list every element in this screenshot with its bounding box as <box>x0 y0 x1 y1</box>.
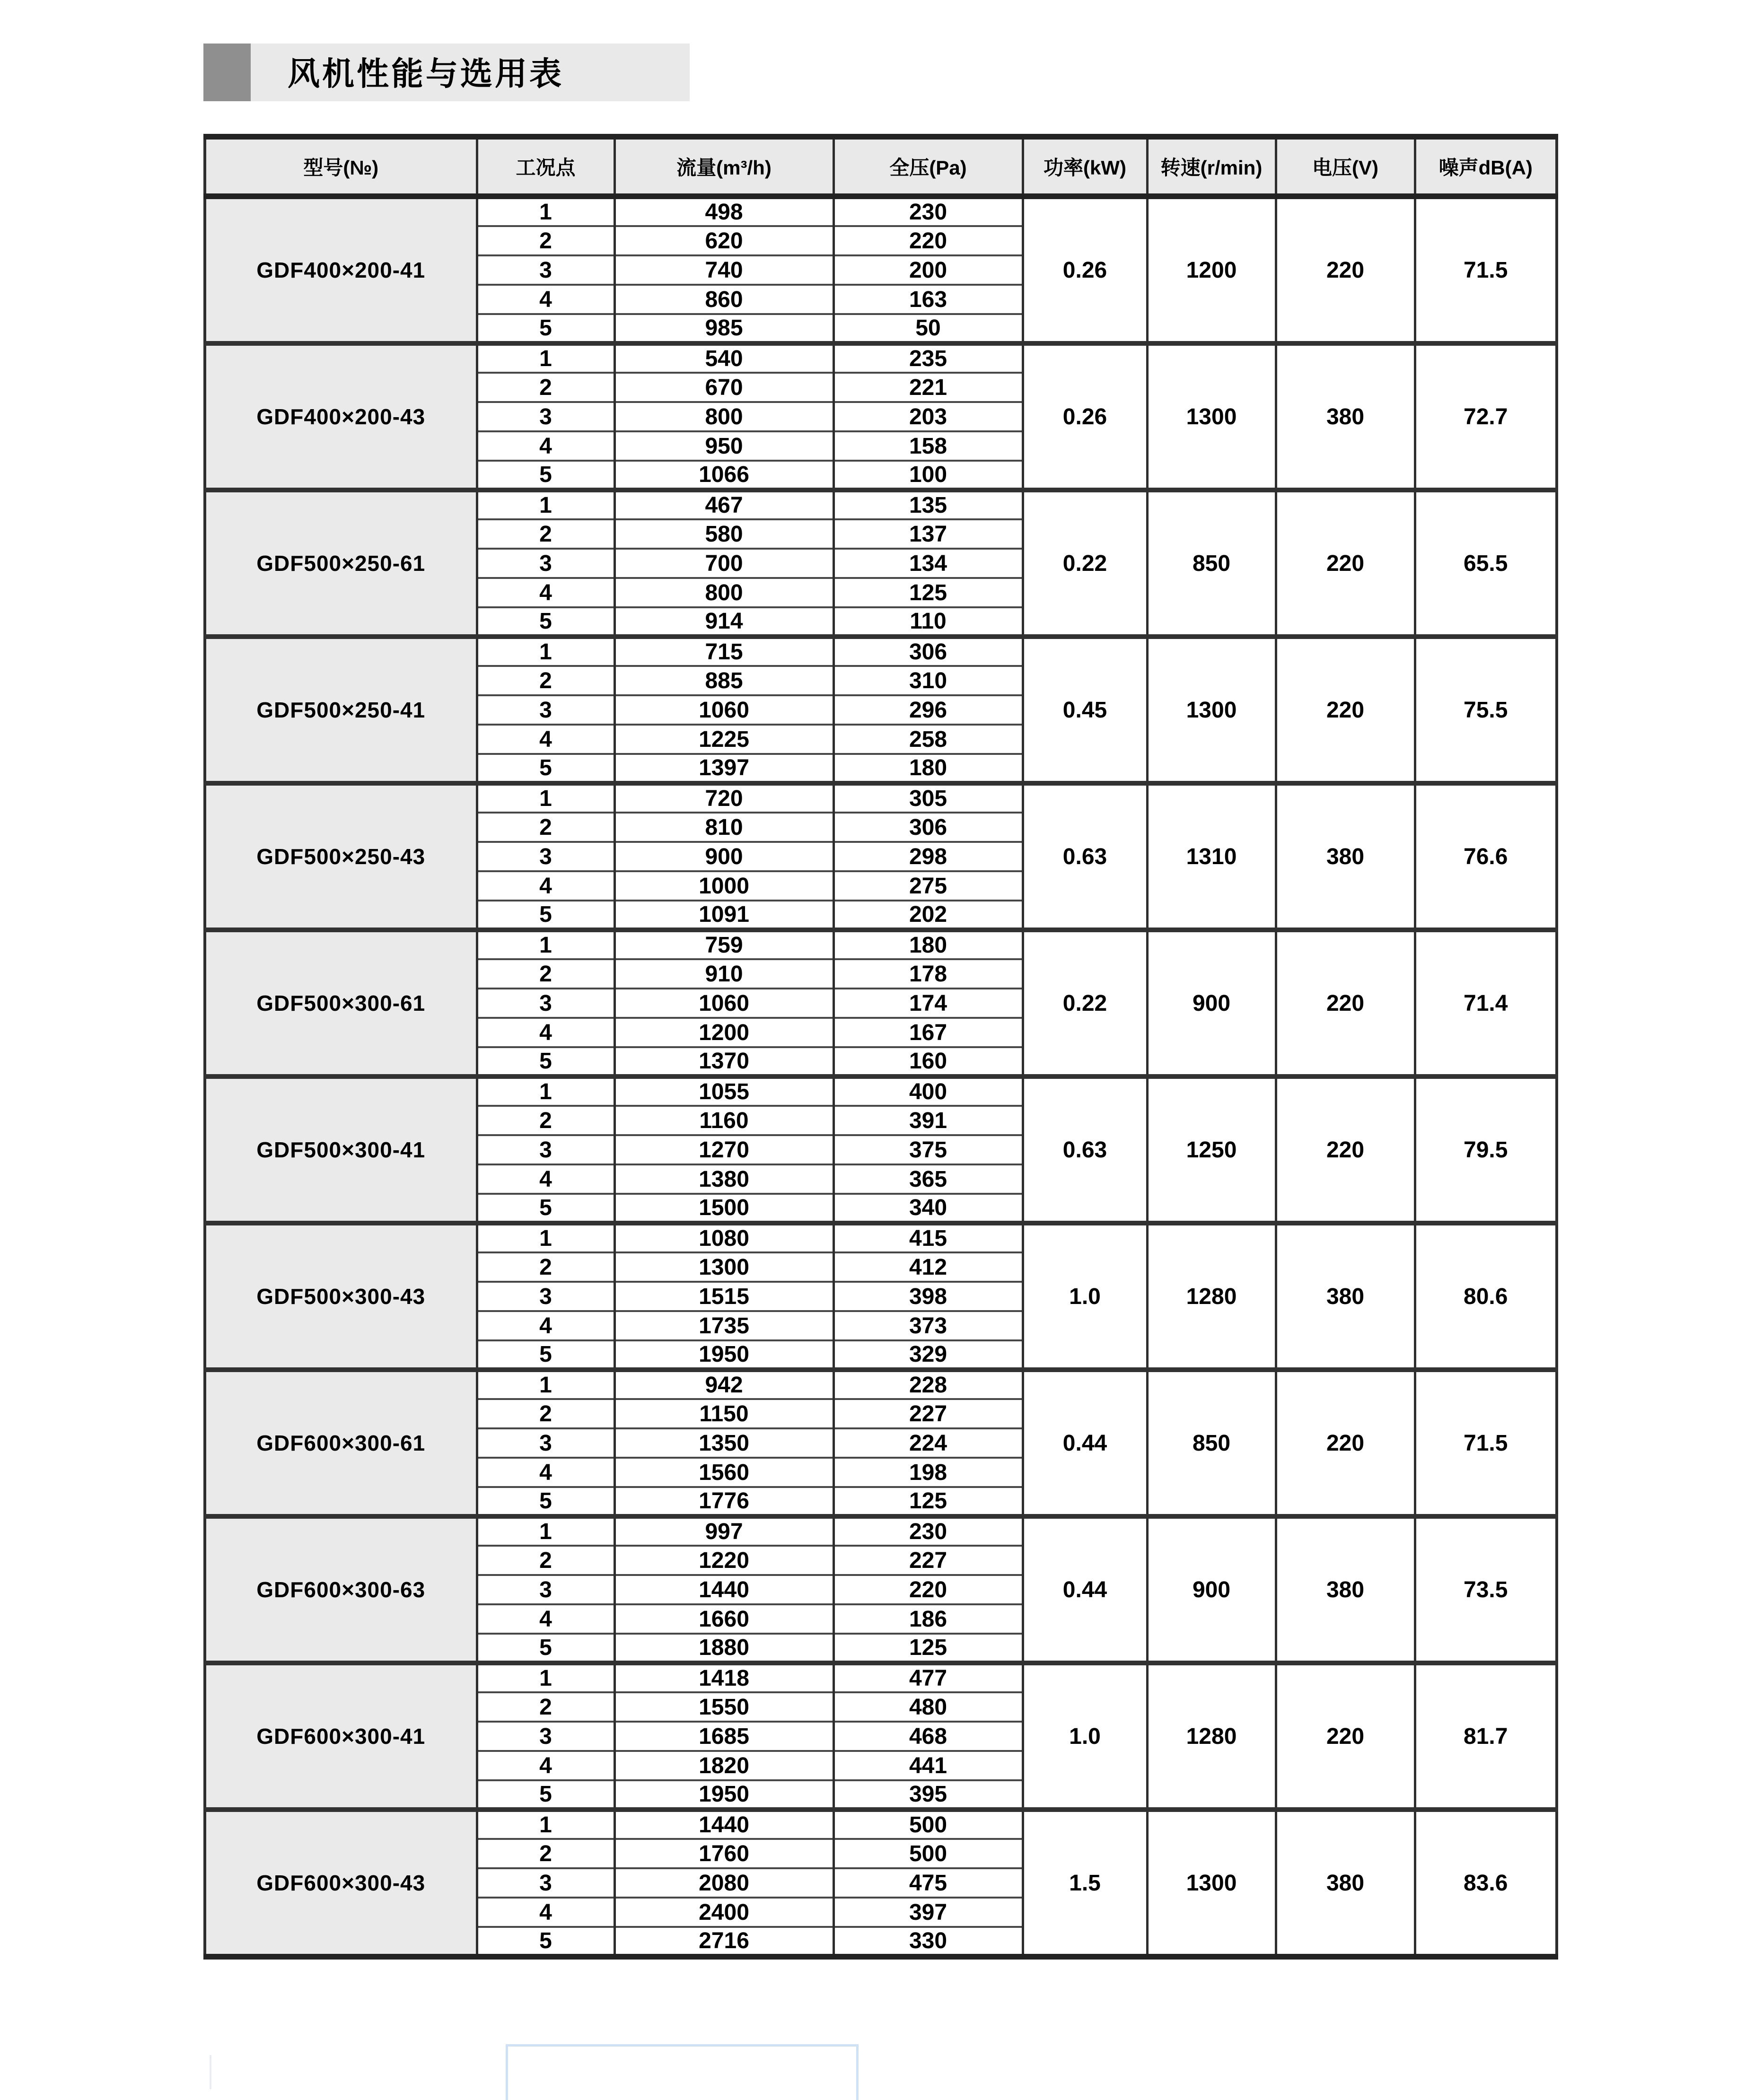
cell-pressure: 415 <box>833 1223 1023 1252</box>
cell-flow: 997 <box>614 1516 833 1546</box>
cell-flow: 1950 <box>614 1780 833 1810</box>
cell-pressure: 310 <box>833 666 1023 695</box>
cell-noise: 71.4 <box>1415 930 1557 1076</box>
cell-speed: 1280 <box>1147 1663 1276 1810</box>
cell-operating-point: 5 <box>477 1194 614 1223</box>
cell-operating-point: 3 <box>477 1428 614 1458</box>
cell-pressure: 395 <box>833 1780 1023 1810</box>
cell-operating-point: 3 <box>477 402 614 431</box>
cell-operating-point: 4 <box>477 578 614 607</box>
footer-decoration-box <box>506 2044 859 2100</box>
cell-flow: 1820 <box>614 1751 833 1780</box>
cell-power: 1.5 <box>1023 1810 1147 1957</box>
cell-pressure: 180 <box>833 930 1023 959</box>
cell-flow: 1418 <box>614 1663 833 1692</box>
cell-flow: 1380 <box>614 1164 833 1194</box>
cell-voltage: 220 <box>1276 1663 1415 1810</box>
cell-pressure: 412 <box>833 1252 1023 1282</box>
cell-flow: 700 <box>614 549 833 578</box>
cell-flow: 1880 <box>614 1634 833 1663</box>
cell-flow: 800 <box>614 578 833 607</box>
cell-flow: 1060 <box>614 695 833 725</box>
cell-power: 0.63 <box>1023 1076 1147 1223</box>
cell-flow: 1776 <box>614 1487 833 1516</box>
cell-pressure: 398 <box>833 1282 1023 1311</box>
cell-flow: 810 <box>614 813 833 842</box>
cell-operating-point: 2 <box>477 1106 614 1135</box>
cell-flow: 1200 <box>614 1018 833 1047</box>
cell-operating-point: 2 <box>477 1692 614 1722</box>
cell-pressure: 227 <box>833 1399 1023 1428</box>
cell-operating-point: 4 <box>477 871 614 901</box>
cell-pressure: 100 <box>833 461 1023 490</box>
cell-pressure: 306 <box>833 813 1023 842</box>
table-row <box>205 1810 1557 1839</box>
cell-model: GDF600×300-41 <box>205 1663 477 1810</box>
cell-flow: 1300 <box>614 1252 833 1282</box>
cell-flow: 1160 <box>614 1106 833 1135</box>
cell-operating-point: 4 <box>477 1604 614 1634</box>
cell-noise: 79.5 <box>1415 1076 1557 1223</box>
cell-operating-point: 3 <box>477 255 614 285</box>
cell-flow: 715 <box>614 637 833 666</box>
cell-power: 0.63 <box>1023 783 1147 930</box>
cell-operating-point: 3 <box>477 1282 614 1311</box>
cell-flow: 1735 <box>614 1311 833 1340</box>
table-row <box>205 637 1557 666</box>
cell-pressure: 198 <box>833 1458 1023 1487</box>
cell-pressure: 125 <box>833 1487 1023 1516</box>
cell-pressure: 477 <box>833 1663 1023 1692</box>
cell-voltage: 220 <box>1276 196 1415 343</box>
cell-flow: 1080 <box>614 1223 833 1252</box>
cell-pressure: 230 <box>833 1516 1023 1546</box>
cell-pressure: 167 <box>833 1018 1023 1047</box>
cell-flow: 1000 <box>614 871 833 901</box>
cell-pressure: 375 <box>833 1135 1023 1164</box>
cell-flow: 498 <box>614 196 833 226</box>
cell-power: 0.44 <box>1023 1370 1147 1516</box>
cell-speed: 850 <box>1147 490 1276 637</box>
cell-power: 1.0 <box>1023 1223 1147 1370</box>
cell-operating-point: 5 <box>477 314 614 343</box>
cell-speed: 1250 <box>1147 1076 1276 1223</box>
cell-pressure: 220 <box>833 226 1023 255</box>
cell-operating-point: 2 <box>477 1546 614 1575</box>
cell-operating-point: 5 <box>477 461 614 490</box>
cell-pressure: 203 <box>833 402 1023 431</box>
cell-operating-point: 2 <box>477 959 614 989</box>
cell-pressure: 186 <box>833 1604 1023 1634</box>
cell-flow: 1560 <box>614 1458 833 1487</box>
cell-speed: 850 <box>1147 1370 1276 1516</box>
cell-flow: 2716 <box>614 1927 833 1957</box>
cell-pressure: 228 <box>833 1370 1023 1399</box>
cell-model: GDF500×250-41 <box>205 637 477 783</box>
cell-operating-point: 5 <box>477 1047 614 1076</box>
cell-flow: 2080 <box>614 1868 833 1898</box>
cell-operating-point: 1 <box>477 1370 614 1399</box>
cell-pressure: 174 <box>833 989 1023 1018</box>
col-header-operating-point: 工况点 <box>477 137 614 196</box>
cell-flow: 1397 <box>614 754 833 783</box>
cell-pressure: 110 <box>833 607 1023 637</box>
cell-flow: 900 <box>614 842 833 871</box>
cell-pressure: 160 <box>833 1047 1023 1076</box>
cell-model: GDF600×300-63 <box>205 1516 477 1663</box>
cell-flow: 1440 <box>614 1575 833 1604</box>
cell-pressure: 275 <box>833 871 1023 901</box>
cell-pressure: 134 <box>833 549 1023 578</box>
cell-pressure: 50 <box>833 314 1023 343</box>
cell-pressure: 180 <box>833 754 1023 783</box>
cell-pressure: 227 <box>833 1546 1023 1575</box>
cell-flow: 759 <box>614 930 833 959</box>
cell-noise: 73.5 <box>1415 1516 1557 1663</box>
cell-operating-point: 4 <box>477 1311 614 1340</box>
cell-operating-point: 2 <box>477 1399 614 1428</box>
col-header-flow: 流量(m³/h) <box>614 137 833 196</box>
cell-model: GDF500×300-43 <box>205 1223 477 1370</box>
col-header-pressure: 全压(Pa) <box>833 137 1023 196</box>
cell-pressure: 400 <box>833 1076 1023 1106</box>
cell-pressure: 125 <box>833 578 1023 607</box>
cell-flow: 860 <box>614 285 833 314</box>
cell-noise: 71.5 <box>1415 196 1557 343</box>
table-row <box>205 783 1557 813</box>
cell-operating-point: 3 <box>477 842 614 871</box>
cell-pressure: 391 <box>833 1106 1023 1135</box>
cell-speed: 1300 <box>1147 1810 1276 1957</box>
cell-operating-point: 5 <box>477 1634 614 1663</box>
cell-power: 0.45 <box>1023 637 1147 783</box>
cell-model: GDF500×250-61 <box>205 490 477 637</box>
cell-flow: 1091 <box>614 901 833 930</box>
cell-noise: 71.5 <box>1415 1370 1557 1516</box>
cell-flow: 670 <box>614 373 833 402</box>
section-title-bar <box>203 44 690 101</box>
cell-operating-point: 3 <box>477 1135 614 1164</box>
cell-pressure: 258 <box>833 725 1023 754</box>
col-header-voltage: 电压(V) <box>1276 137 1415 196</box>
cell-pressure: 178 <box>833 959 1023 989</box>
cell-flow: 942 <box>614 1370 833 1399</box>
cell-model: GDF600×300-61 <box>205 1370 477 1516</box>
cell-operating-point: 4 <box>477 1898 614 1927</box>
cell-operating-point: 3 <box>477 1722 614 1751</box>
cell-voltage: 380 <box>1276 1223 1415 1370</box>
cell-flow: 1270 <box>614 1135 833 1164</box>
cell-flow: 740 <box>614 255 833 285</box>
cell-pressure: 137 <box>833 519 1023 549</box>
cell-flow: 1055 <box>614 1076 833 1106</box>
table-row <box>205 930 1557 959</box>
cell-flow: 720 <box>614 783 833 813</box>
cell-model: GDF500×300-61 <box>205 930 477 1076</box>
cell-operating-point: 1 <box>477 343 614 373</box>
cell-flow: 985 <box>614 314 833 343</box>
cell-pressure: 296 <box>833 695 1023 725</box>
cell-flow: 1550 <box>614 1692 833 1722</box>
cell-flow: 1440 <box>614 1810 833 1839</box>
cell-operating-point: 1 <box>477 490 614 519</box>
cell-flow: 885 <box>614 666 833 695</box>
cell-flow: 1060 <box>614 989 833 1018</box>
table-header-row <box>205 137 1557 196</box>
cell-flow: 1660 <box>614 1604 833 1634</box>
cell-pressure: 475 <box>833 1868 1023 1898</box>
cell-pressure: 235 <box>833 343 1023 373</box>
cell-pressure: 500 <box>833 1839 1023 1868</box>
cell-pressure: 305 <box>833 783 1023 813</box>
cell-operating-point: 3 <box>477 695 614 725</box>
cell-operating-point: 4 <box>477 1751 614 1780</box>
cell-voltage: 220 <box>1276 490 1415 637</box>
table-row <box>205 1076 1557 1106</box>
cell-flow: 1220 <box>614 1546 833 1575</box>
cell-operating-point: 2 <box>477 666 614 695</box>
cell-pressure: 329 <box>833 1340 1023 1370</box>
cell-model: GDF600×300-43 <box>205 1810 477 1957</box>
cell-speed: 1300 <box>1147 637 1276 783</box>
cell-operating-point: 1 <box>477 783 614 813</box>
cell-pressure: 200 <box>833 255 1023 285</box>
cell-voltage: 380 <box>1276 343 1415 490</box>
cell-pressure: 230 <box>833 196 1023 226</box>
cell-operating-point: 3 <box>477 549 614 578</box>
cell-pressure: 500 <box>833 1810 1023 1839</box>
cell-power: 0.26 <box>1023 343 1147 490</box>
cell-flow: 1760 <box>614 1839 833 1868</box>
cell-model: GDF500×300-41 <box>205 1076 477 1223</box>
cell-operating-point: 2 <box>477 226 614 255</box>
cell-pressure: 221 <box>833 373 1023 402</box>
cell-operating-point: 5 <box>477 607 614 637</box>
cell-flow: 800 <box>614 402 833 431</box>
footer-decoration-tick <box>210 2055 211 2089</box>
cell-operating-point: 1 <box>477 1076 614 1106</box>
fan-performance-table <box>203 134 1558 1960</box>
cell-pressure: 163 <box>833 285 1023 314</box>
page-title: 风机性能与选用表 <box>288 56 564 92</box>
col-header-noise: 噪声dB(A) <box>1415 137 1557 196</box>
cell-pressure: 330 <box>833 1927 1023 1957</box>
cell-operating-point: 1 <box>477 637 614 666</box>
cell-power: 0.44 <box>1023 1516 1147 1663</box>
cell-speed: 1200 <box>1147 196 1276 343</box>
cell-voltage: 220 <box>1276 1370 1415 1516</box>
cell-operating-point: 5 <box>477 1340 614 1370</box>
cell-operating-point: 5 <box>477 1927 614 1957</box>
cell-voltage: 220 <box>1276 637 1415 783</box>
cell-power: 1.0 <box>1023 1663 1147 1810</box>
cell-voltage: 380 <box>1276 1516 1415 1663</box>
table-row <box>205 1663 1557 1692</box>
table-row <box>205 1223 1557 1252</box>
cell-flow: 467 <box>614 490 833 519</box>
cell-pressure: 468 <box>833 1722 1023 1751</box>
cell-speed: 1280 <box>1147 1223 1276 1370</box>
cell-model: GDF400×200-43 <box>205 343 477 490</box>
cell-noise: 72.7 <box>1415 343 1557 490</box>
cell-flow: 1685 <box>614 1722 833 1751</box>
cell-noise: 75.5 <box>1415 637 1557 783</box>
cell-pressure: 125 <box>833 1634 1023 1663</box>
cell-speed: 1310 <box>1147 783 1276 930</box>
cell-operating-point: 1 <box>477 930 614 959</box>
cell-pressure: 373 <box>833 1311 1023 1340</box>
table-row <box>205 343 1557 373</box>
cell-flow: 1225 <box>614 725 833 754</box>
cell-operating-point: 2 <box>477 813 614 842</box>
cell-operating-point: 5 <box>477 1780 614 1810</box>
cell-noise: 65.5 <box>1415 490 1557 637</box>
cell-pressure: 135 <box>833 490 1023 519</box>
cell-power: 0.22 <box>1023 930 1147 1076</box>
cell-operating-point: 2 <box>477 1252 614 1282</box>
cell-pressure: 158 <box>833 431 1023 461</box>
cell-operating-point: 5 <box>477 754 614 783</box>
cell-pressure: 340 <box>833 1194 1023 1223</box>
cell-flow: 1500 <box>614 1194 833 1223</box>
cell-pressure: 480 <box>833 1692 1023 1722</box>
cell-flow: 1150 <box>614 1399 833 1428</box>
cell-flow: 2400 <box>614 1898 833 1927</box>
cell-operating-point: 4 <box>477 725 614 754</box>
cell-operating-point: 2 <box>477 373 614 402</box>
table-row <box>205 1370 1557 1399</box>
cell-flow: 950 <box>614 431 833 461</box>
cell-operating-point: 5 <box>477 1487 614 1516</box>
cell-flow: 1066 <box>614 461 833 490</box>
cell-flow: 1350 <box>614 1428 833 1458</box>
cell-noise: 81.7 <box>1415 1663 1557 1810</box>
cell-operating-point: 2 <box>477 519 614 549</box>
cell-flow: 1950 <box>614 1340 833 1370</box>
cell-pressure: 202 <box>833 901 1023 930</box>
cell-noise: 80.6 <box>1415 1223 1557 1370</box>
col-header-model: 型号(№) <box>205 137 477 196</box>
cell-operating-point: 4 <box>477 1018 614 1047</box>
cell-noise: 83.6 <box>1415 1810 1557 1957</box>
cell-flow: 1370 <box>614 1047 833 1076</box>
table-row <box>205 196 1557 226</box>
cell-operating-point: 5 <box>477 901 614 930</box>
title-accent-square <box>203 44 251 101</box>
cell-power: 0.22 <box>1023 490 1147 637</box>
cell-operating-point: 4 <box>477 431 614 461</box>
cell-speed: 1300 <box>1147 343 1276 490</box>
col-header-speed: 转速(r/min) <box>1147 137 1276 196</box>
cell-operating-point: 1 <box>477 196 614 226</box>
cell-operating-point: 4 <box>477 285 614 314</box>
cell-flow: 580 <box>614 519 833 549</box>
cell-pressure: 397 <box>833 1898 1023 1927</box>
cell-voltage: 380 <box>1276 783 1415 930</box>
cell-operating-point: 3 <box>477 989 614 1018</box>
cell-speed: 900 <box>1147 930 1276 1076</box>
cell-operating-point: 3 <box>477 1575 614 1604</box>
cell-operating-point: 4 <box>477 1164 614 1194</box>
cell-noise: 76.6 <box>1415 783 1557 930</box>
table-row <box>205 1516 1557 1546</box>
cell-operating-point: 1 <box>477 1663 614 1692</box>
cell-voltage: 220 <box>1276 1076 1415 1223</box>
cell-flow: 540 <box>614 343 833 373</box>
col-header-power: 功率(kW) <box>1023 137 1147 196</box>
cell-operating-point: 1 <box>477 1516 614 1546</box>
cell-voltage: 220 <box>1276 930 1415 1076</box>
cell-pressure: 220 <box>833 1575 1023 1604</box>
cell-pressure: 441 <box>833 1751 1023 1780</box>
cell-voltage: 380 <box>1276 1810 1415 1957</box>
table-row <box>205 490 1557 519</box>
cell-operating-point: 4 <box>477 1458 614 1487</box>
cell-flow: 620 <box>614 226 833 255</box>
cell-model: GDF400×200-41 <box>205 196 477 343</box>
cell-operating-point: 3 <box>477 1868 614 1898</box>
cell-pressure: 306 <box>833 637 1023 666</box>
cell-flow: 910 <box>614 959 833 989</box>
cell-operating-point: 1 <box>477 1810 614 1839</box>
cell-operating-point: 1 <box>477 1223 614 1252</box>
cell-model: GDF500×250-43 <box>205 783 477 930</box>
cell-speed: 900 <box>1147 1516 1276 1663</box>
cell-flow: 914 <box>614 607 833 637</box>
cell-pressure: 298 <box>833 842 1023 871</box>
cell-operating-point: 2 <box>477 1839 614 1868</box>
cell-pressure: 365 <box>833 1164 1023 1194</box>
cell-power: 0.26 <box>1023 196 1147 343</box>
cell-pressure: 224 <box>833 1428 1023 1458</box>
cell-flow: 1515 <box>614 1282 833 1311</box>
